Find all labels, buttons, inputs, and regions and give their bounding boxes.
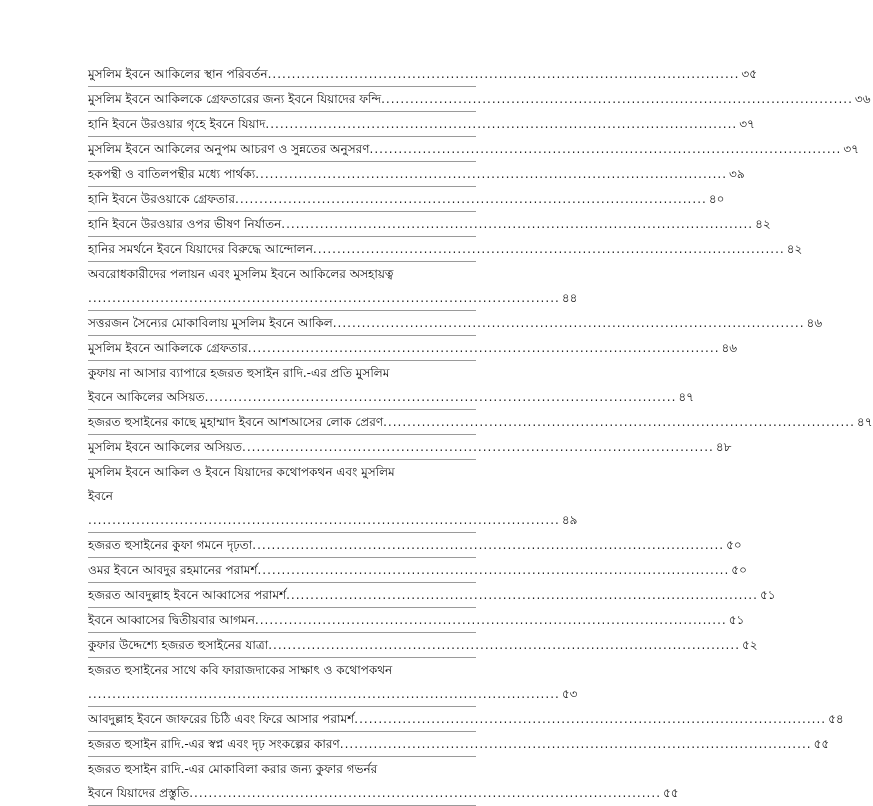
- toc-entry-page: ৪৮: [715, 440, 732, 454]
- toc-entry-page: ৩৭: [843, 142, 859, 156]
- dot-leader: ..................................................................................................: [369, 142, 842, 156]
- toc-entry-page: ৩৬: [854, 92, 871, 106]
- toc-entry: [88, 336, 738, 361]
- toc-entry: [88, 137, 859, 162]
- toc-entry-title: হজরত হুসাইনের কাছে মুহাম্মাদ ইবনে আশআসের লোক প্রেরণ: [88, 415, 384, 429]
- toc-entry: [88, 732, 830, 757]
- toc-entry: [88, 237, 803, 262]
- dot-leader: ..................................................................................................: [381, 92, 853, 106]
- toc-entry-title-continued: ইবনে যিয়াদের প্রস্তুতি: [88, 786, 190, 800]
- dot-leader: ..................................................................................................: [247, 341, 720, 355]
- dot-leader: ..................................................................................................: [332, 316, 805, 330]
- toc-entry: [88, 533, 742, 558]
- toc-entry: [88, 435, 732, 460]
- toc-entry-title: হজরত হুসাইনের কুফা গমনে দৃঢ়তা: [88, 538, 253, 552]
- dot-leader: ..................................................................................................: [235, 192, 707, 206]
- toc-entry-title: হানি ইবনে উরওয়ার গৃহে ইবনে যিয়াদ: [88, 117, 266, 131]
- toc-entry-page: ৪২: [786, 242, 803, 256]
- toc-entry: [88, 212, 771, 237]
- toc-entry: [88, 608, 745, 633]
- toc-entry-title-continued: ইবনে আকিলের অসিয়ত: [88, 390, 205, 404]
- toc-entry: [88, 87, 871, 112]
- dot-leader: ..................................................................................................: [265, 117, 738, 131]
- toc-entry-title: অবরোধকারীদের পলায়ন এবং মুসলিম ইবনে আকিলের অসহায়ত্ব: [88, 267, 394, 281]
- dot-leader: ..................................................................................................: [354, 712, 827, 726]
- dot-leader: ..................................................................................................: [268, 638, 741, 652]
- toc-entry: [88, 410, 873, 435]
- toc-entry-title: হানি ইবনে উরওয়াকে গ্রেফতার: [88, 192, 235, 206]
- dot-leader: ..................................................................................................: [88, 687, 560, 701]
- toc-entry-page: ৪০: [708, 192, 725, 206]
- toc-entry-title: মুসলিম ইবনে আকিল ও ইবনে যিয়াদের কথোপকথন এবং মুসলিম: [88, 465, 395, 479]
- toc-entry-title: মুসলিম ইবনে আকিলের স্থান পরিবর্তন: [88, 67, 268, 81]
- dot-leader: ..................................................................................................: [254, 613, 727, 627]
- toc-entry-title: হানির সমর্থনে ইবনে যিয়াদের বিরুদ্ধে আন্দোলন: [88, 242, 313, 256]
- toc-entry-title: হজরত হুসাইনের সাথে কবি ফারাজদাকের সাক্ষাৎ ও কথোপকথন: [88, 663, 393, 677]
- toc-entry: [88, 460, 578, 533]
- dot-leader: ..................................................................................................: [242, 440, 714, 454]
- toc-entry-page: ৫১: [759, 588, 776, 602]
- toc-entry: [88, 707, 844, 732]
- toc-entry: [88, 112, 755, 137]
- toc-entry-page: ৪৯: [561, 513, 578, 527]
- toc-entry-page: ৪৬: [721, 341, 738, 355]
- toc-entry-title-continued: ইবনে: [88, 489, 113, 503]
- toc-entry: [88, 311, 823, 336]
- toc-entry-page: ৫৩: [561, 687, 578, 701]
- dot-leader: ..................................................................................................: [383, 415, 855, 429]
- dot-leader: ..................................................................................................: [257, 563, 730, 577]
- toc-entry: [88, 162, 745, 187]
- toc-entry-title: হজরত হুসাইন রাদি.-এর মোকাবিলা করার জন্য কুফার গভর্নর: [88, 762, 378, 776]
- toc-entry-title: মুসলিম ইবনে আকিলের অসিয়ত: [88, 440, 242, 454]
- toc-entry-page: ৩৫: [741, 67, 758, 81]
- toc-entry: [88, 658, 578, 707]
- toc-entry-page: ৩৯: [729, 167, 745, 181]
- toc-entry-title: হকপন্থী ও বাতিলপন্থীর মধ্যে পার্থক্য: [88, 167, 256, 181]
- toc-entry-title: মুসলিম ইবনে আকিলের অনুপম আচরণ ও সুন্নতের অনুসরণ: [88, 142, 370, 156]
- toc-entry-title: মুসলিম ইবনে আকিলকে গ্রেফতার: [88, 341, 248, 355]
- dot-leader: ..................................................................................................: [88, 513, 560, 527]
- toc-entry: [88, 187, 725, 212]
- dot-leader: ..................................................................................................: [189, 786, 662, 800]
- toc-entry-page: ৪২: [755, 217, 771, 231]
- toc-entry: [88, 583, 776, 608]
- toc-entry-page: ৪৭: [678, 390, 694, 404]
- toc-entry: [88, 633, 758, 658]
- toc-entry-title: মুসলিম ইবনে আকিলকে গ্রেফতারের জন্য ইবনে যিয়াদের ফন্দি: [88, 92, 382, 106]
- dot-leader: ..................................................................................................: [267, 67, 740, 81]
- toc-entry-page: ৫৫: [663, 786, 679, 800]
- toc-entry-page: ৫০: [731, 563, 747, 577]
- dot-leader: ..................................................................................................: [312, 242, 785, 256]
- toc-entry-title: ইবনে আব্বাসের দ্বিতীয়বার আগমন: [88, 613, 255, 627]
- toc-entry-page: ৫৫: [813, 737, 830, 751]
- toc-entry-page: ৫০: [726, 538, 742, 552]
- dot-leader: ..................................................................................................: [286, 588, 758, 602]
- toc-entry-page: ৪৭: [856, 415, 873, 429]
- toc-entry: [88, 558, 747, 583]
- toc-entry-page: ৪৪: [561, 291, 578, 305]
- toc-entry-title: আবদুল্লাহ ইবনে জাফরের চিঠি এবং ফিরে আসার পরামর্শ: [88, 712, 355, 726]
- toc-entry-title: হানি ইবনে উরওয়ার ওপর ভীষণ নির্যাতন: [88, 217, 282, 231]
- toc-entry: [88, 757, 679, 806]
- toc-entry-page: ৫১: [728, 613, 745, 627]
- toc-entry: [88, 361, 694, 410]
- toc-entry-title: সত্তরজন সৈন্যের মোকাবিলায় মুসলিম ইবনে আকিল: [88, 316, 333, 330]
- toc-entry-title: ওমর ইবনে আবদুর রহমানের পরামর্শ: [88, 563, 258, 577]
- toc-entry-title: কুফায় না আসার ব্যাপারে হজরত হুসাইন রাদি.-এর প্রতি মুসলিম: [88, 366, 390, 380]
- dot-leader: ..................................................................................................: [88, 291, 560, 305]
- toc-entry-page: ৫২: [742, 638, 758, 652]
- toc-entry-title: হজরত হুসাইন রাদি.-এর স্বপ্ন এবং দৃঢ় সংকল্পের কারণ: [88, 737, 340, 751]
- toc-entry: [88, 62, 758, 87]
- toc-entry-title: কুফার উদ্দেশ্যে হজরত হুসাইনের যাত্রা: [88, 638, 269, 652]
- dot-leader: ..................................................................................................: [339, 737, 812, 751]
- table-of-contents: [88, 62, 873, 806]
- dot-leader: ..................................................................................................: [204, 390, 677, 404]
- toc-entry-title: হজরত আবদুল্লাহ ইবনে আব্বাসের পরামর্শ: [88, 588, 287, 602]
- toc-entry-page: ৪৬: [806, 316, 823, 330]
- dot-leader: ..................................................................................................: [252, 538, 725, 552]
- toc-entry-page: ৩৭: [739, 117, 755, 131]
- dot-leader: ..................................................................................................: [255, 167, 728, 181]
- toc-entry: [88, 262, 578, 311]
- toc-entry-page: ৫৪: [828, 712, 844, 726]
- dot-leader: ..................................................................................................: [281, 217, 754, 231]
